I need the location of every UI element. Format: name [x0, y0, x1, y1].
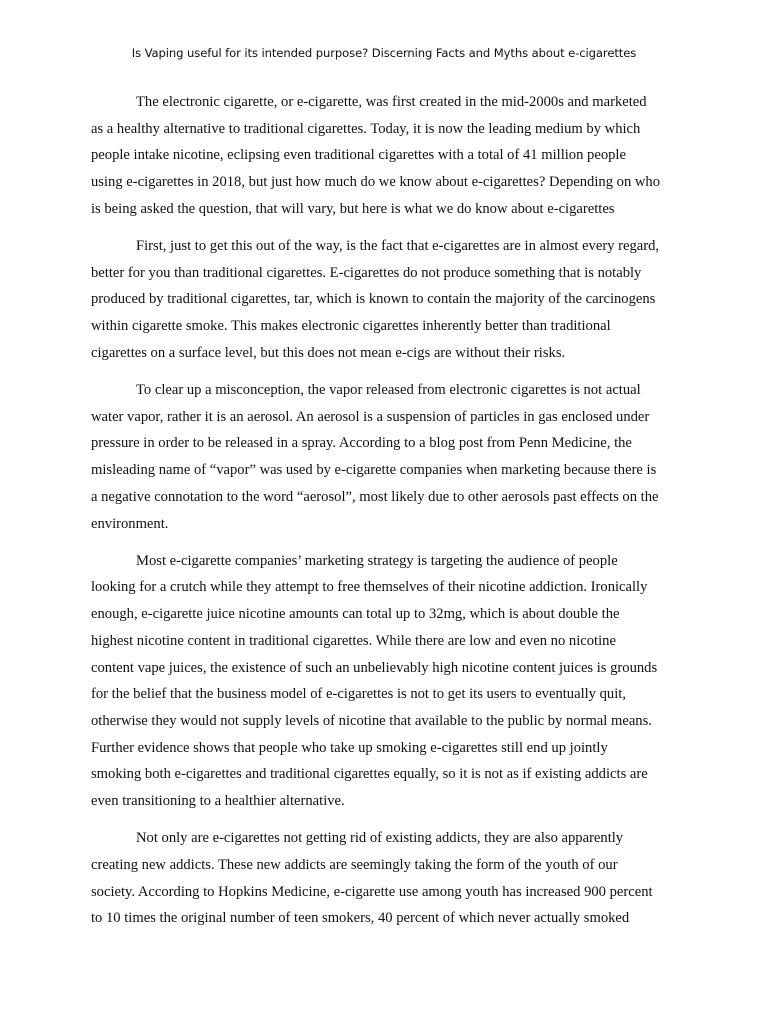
paragraph-line: water vapor, rather it is an aerosol. An aerosol is a suspension of particles in gas enclosed under: [91, 408, 650, 425]
paragraph-3: [91, 377, 681, 537]
paragraph-5: [91, 825, 681, 932]
paragraph-line: content vape juices, the existence of such an unbelievably high nicotine content juices is grounds: [91, 659, 658, 676]
paragraph-line: creating new addicts. These new addicts are seemingly taking the form of the youth of our: [91, 856, 618, 873]
paragraph-line: Most e-cigarette companies’ marketing strategy is targeting the audience of people: [136, 552, 618, 569]
paragraph-line: to 10 times the original number of teen smokers, 40 percent of which never actually smoked: [91, 910, 630, 927]
paragraph-line: a negative connotation to the word “aerosol”, most likely due to other aerosols past effects on the: [91, 488, 659, 505]
paragraph-line: cigarettes on a surface level, but this does not mean e-cigs are without their risks.: [91, 344, 566, 361]
paragraph-line: using e-cigarettes in 2018, but just how much do we know about e-cigarettes? Depending on who: [91, 174, 661, 191]
paragraph-line: To clear up a misconception, the vapor released from electronic cigarettes is not actual: [136, 382, 641, 399]
paragraph-line: highest nicotine content in traditional cigarettes. While there are low and even no nicotine: [91, 632, 616, 649]
paragraph-line: The electronic cigarette, or e-cigarette, was first created in the mid-2000s and marketed: [136, 94, 647, 110]
document-title: Is Vaping useful for its intended purpose? Discerning Facts and Myths about e-cigarettes: [131, 46, 637, 60]
document-body: [91, 89, 681, 943]
paragraph-line: smoking both e-cigarettes and traditional cigarettes equally, so it is not as if existing addicts are: [91, 766, 648, 783]
paragraph-line: environment.: [91, 515, 169, 532]
paragraph-line: produced by traditional cigarettes, tar, which is known to contain the majority of the carcinogens: [91, 291, 656, 308]
paragraph-line: society. According to Hopkins Medicine, e-cigarette use among youth has increased 900 percent: [91, 883, 653, 900]
paragraph-line: Not only are e-cigarettes not getting rid of existing addicts, they are also apparently: [136, 830, 624, 847]
paragraph-line: pressure in order to be released in a spray. According to a blog post from Penn Medicine, the: [91, 435, 632, 452]
paragraph-line: people intake nicotine, eclipsing even traditional cigarettes with a total of 41 million people: [91, 147, 626, 164]
paragraph-line: enough, e-cigarette juice nicotine amounts can total up to 32mg, which is about double the: [91, 606, 620, 623]
paragraph-line: otherwise they would not supply levels of nicotine that available to the public by normal means.: [91, 712, 652, 729]
paragraph-1: [91, 89, 681, 223]
paragraph-line: is being asked the question, that will vary, but here is what we do know about e-cigarettes: [91, 200, 615, 217]
paragraph-line: First, just to get this out of the way, is the fact that e-cigarettes are in almost every regard,: [136, 238, 660, 255]
paragraph-line: as a healthy alternative to traditional cigarettes. Today, it is now the leading medium by which: [91, 120, 641, 137]
paragraph-line: within cigarette smoke. This makes electronic cigarettes inherently better than traditional: [91, 318, 611, 335]
paragraph-line: Further evidence shows that people who take up smoking e-cigarettes still end up jointly: [91, 739, 608, 756]
paragraph-line: for the belief that the business model of e-cigarettes is not to get its users to eventually quit,: [91, 686, 626, 703]
paragraph-line: even transitioning to a healthier alternative.: [91, 793, 345, 810]
paragraph-line: looking for a crutch while they attempt to free themselves of their nicotine addiction. Ironically: [91, 579, 648, 596]
paragraph-4: [91, 548, 681, 815]
paragraph-2: [91, 233, 681, 367]
paragraph-line: better for you than traditional cigarettes. E-cigarettes do not produce something that is notably: [91, 264, 642, 281]
paragraph-line: misleading name of “vapor” was used by e-cigarette companies when marketing because there is: [91, 462, 657, 479]
